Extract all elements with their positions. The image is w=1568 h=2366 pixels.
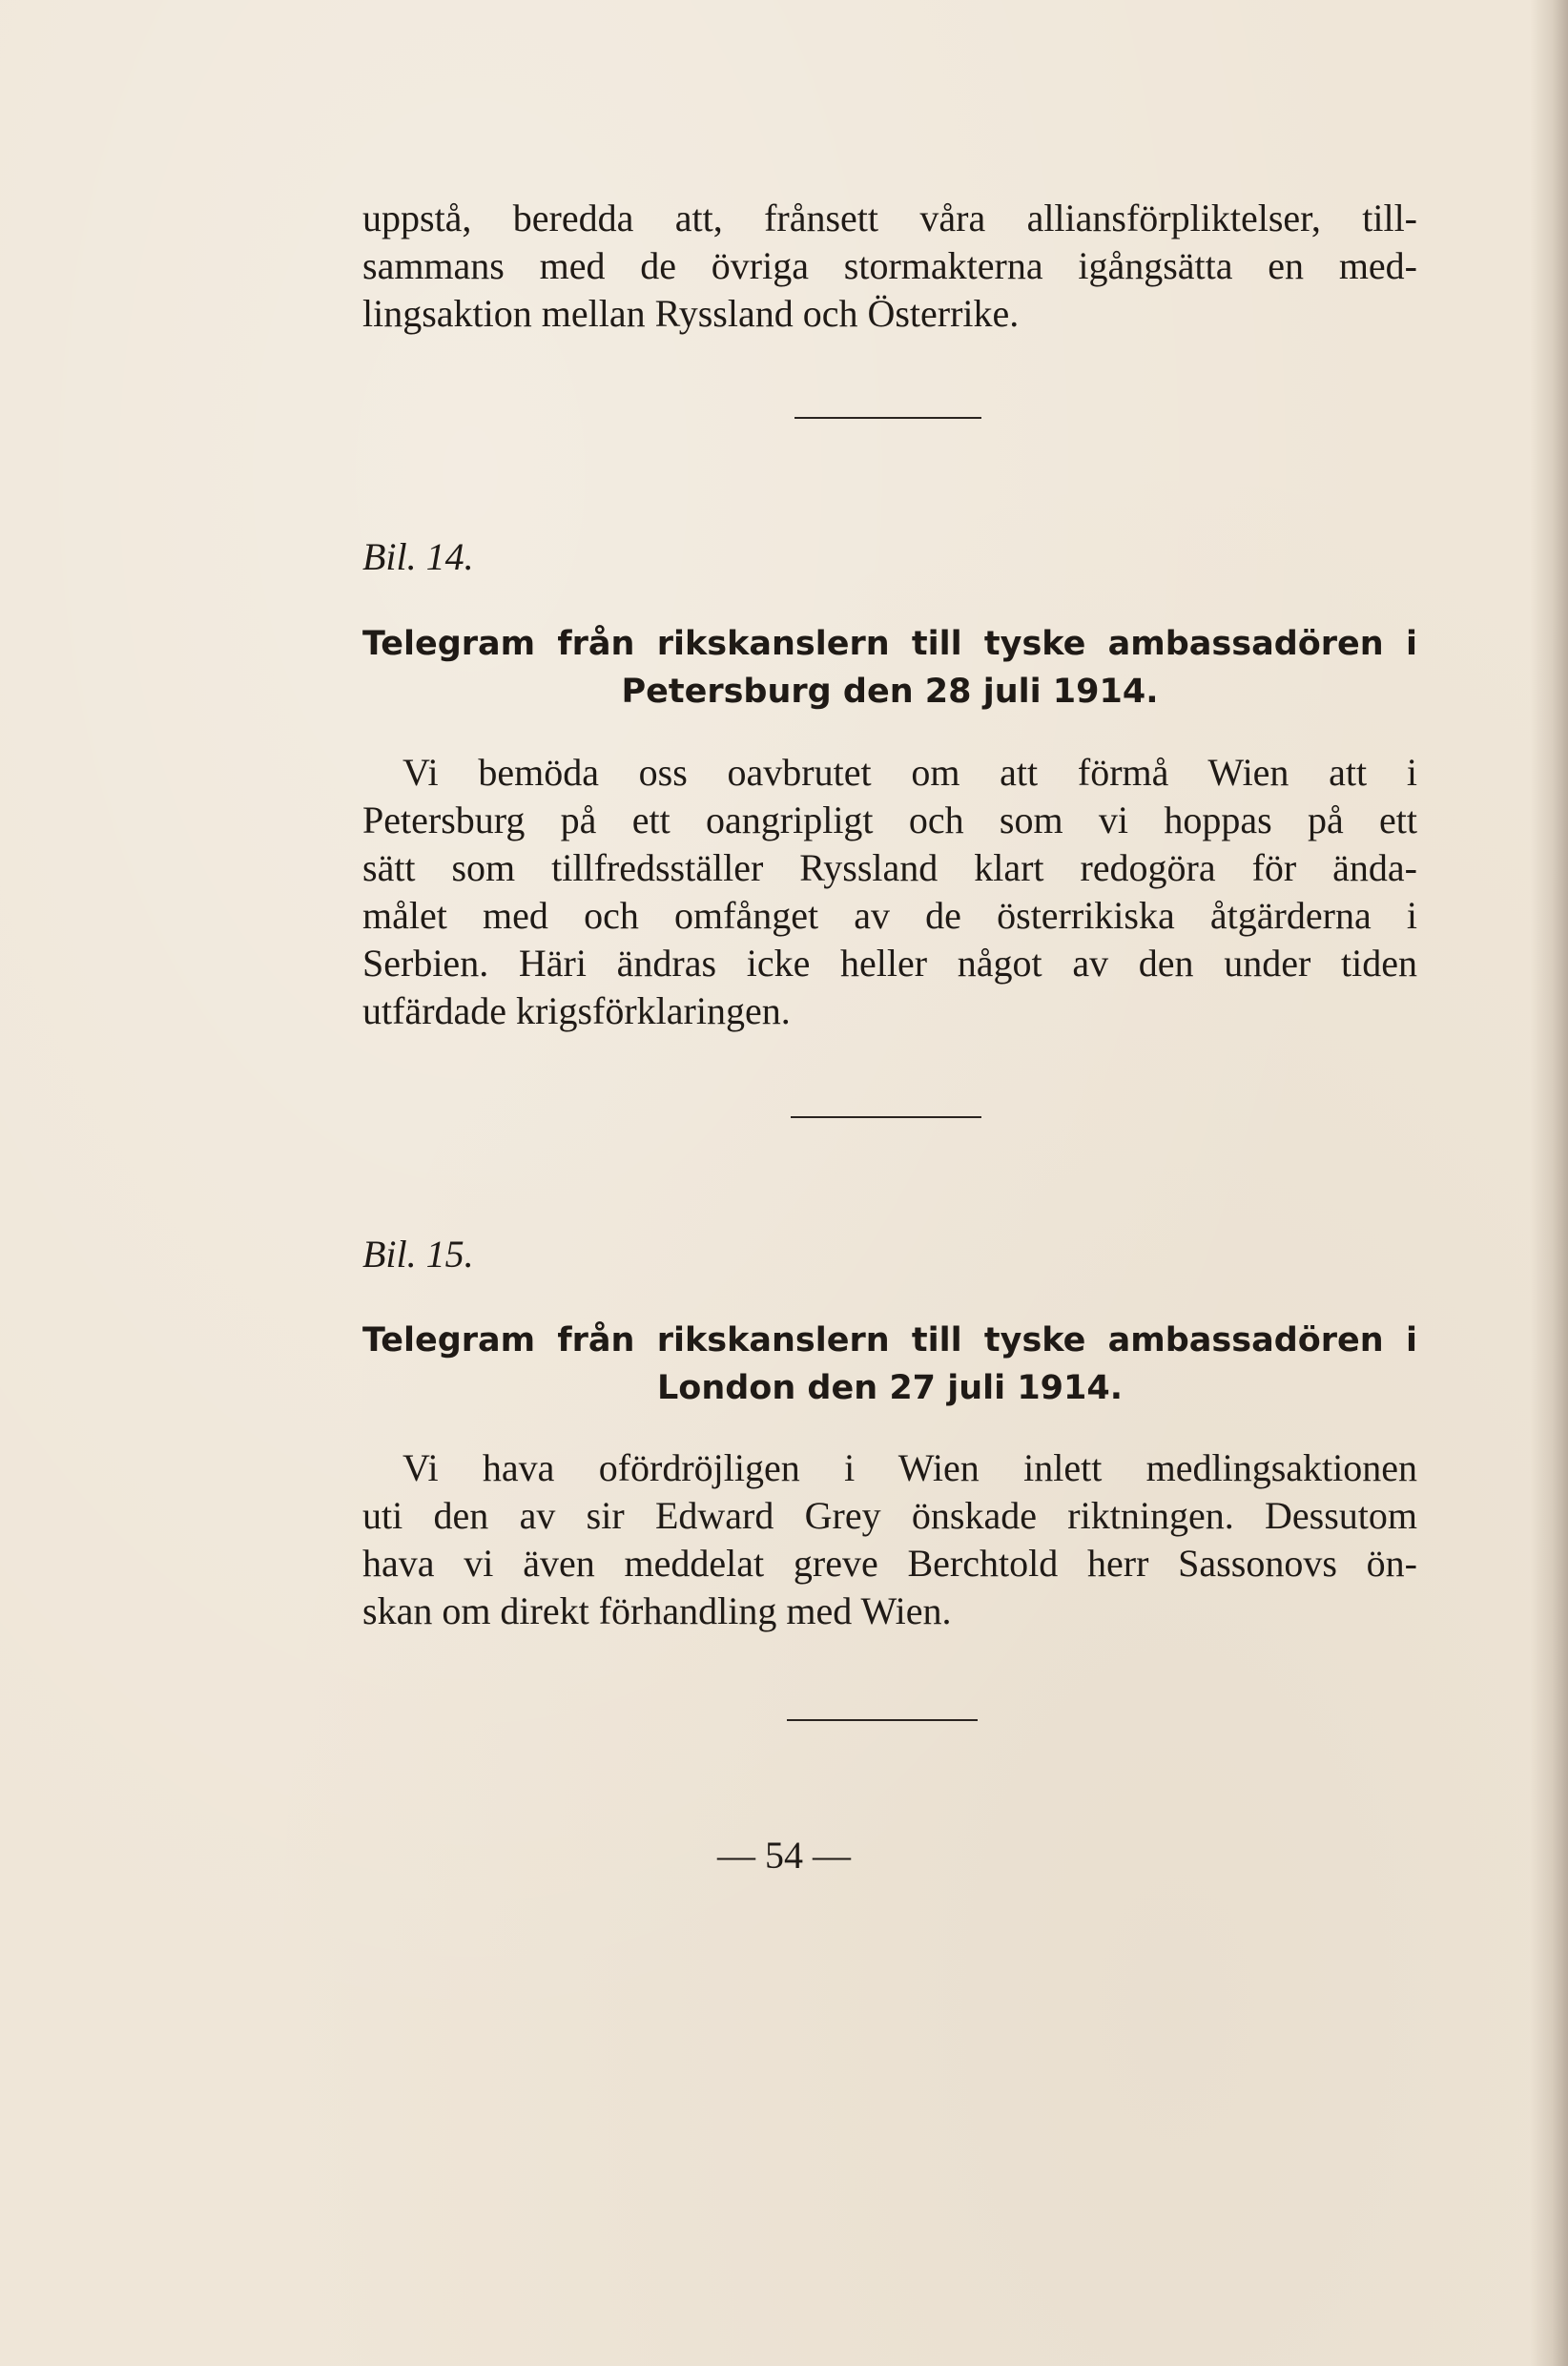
section-divider [794,417,981,419]
page-number: — 54 — [717,1834,851,1877]
text-line: sätt som tillfredsställer Ryssland klart redogöra för ända- [362,846,1417,889]
telegram-heading [362,1317,1417,1412]
section-divider [787,1719,978,1721]
text-line: sammans med de övriga stormakterna igångsätta en med- [362,244,1417,287]
telegram-body [362,1444,1417,1635]
heading-line: Telegram från rikskanslern till tyske ambassadören i [362,1321,1417,1359]
page-edge-shadow [1530,0,1568,2366]
appendix-label: Bil. 14. [362,535,474,578]
text-line: skan om direkt förhandling med Wien. [362,1589,952,1632]
telegram-body [362,749,1417,1035]
heading-line: London den 27 juli 1914. [656,1369,1124,1407]
text-line: Vi hava ofördröjligen i Wien inlett medlingsaktionen [402,1446,1417,1489]
intro-paragraph [362,195,1417,338]
appendix-label: Bil. 15. [362,1233,474,1276]
text-line: utfärdade krigsförklaringen. [362,989,791,1032]
text-line: uti den av sir Edward Grey önskade riktningen. Dessutom [362,1494,1417,1537]
text-line: uppstå, beredda att, frånsett våra alliansförpliktelser, till- [362,197,1417,239]
text-line: Serbien. Häri ändras icke heller något av den under tiden [362,942,1417,985]
telegram-heading [362,620,1417,716]
text-line: Vi bemöda oss oavbrutet om att förmå Wien att i [402,751,1417,794]
heading-line: Telegram från rikskanslern till tyske ambassadören i [362,625,1417,663]
text-line: Petersburg på ett oangripligt och som vi hoppas på ett [362,799,1417,841]
heading-line: Petersburg den 28 juli 1914. [621,673,1159,711]
text-line: hava vi även meddelat greve Berchtold herr Sassonovs ön- [362,1542,1417,1585]
section-divider [791,1116,981,1118]
text-line: målet med och omfånget av de österrikiska åtgärderna i [362,894,1417,937]
text-line: lingsaktion mellan Ryssland och Österrike. [362,292,1020,335]
